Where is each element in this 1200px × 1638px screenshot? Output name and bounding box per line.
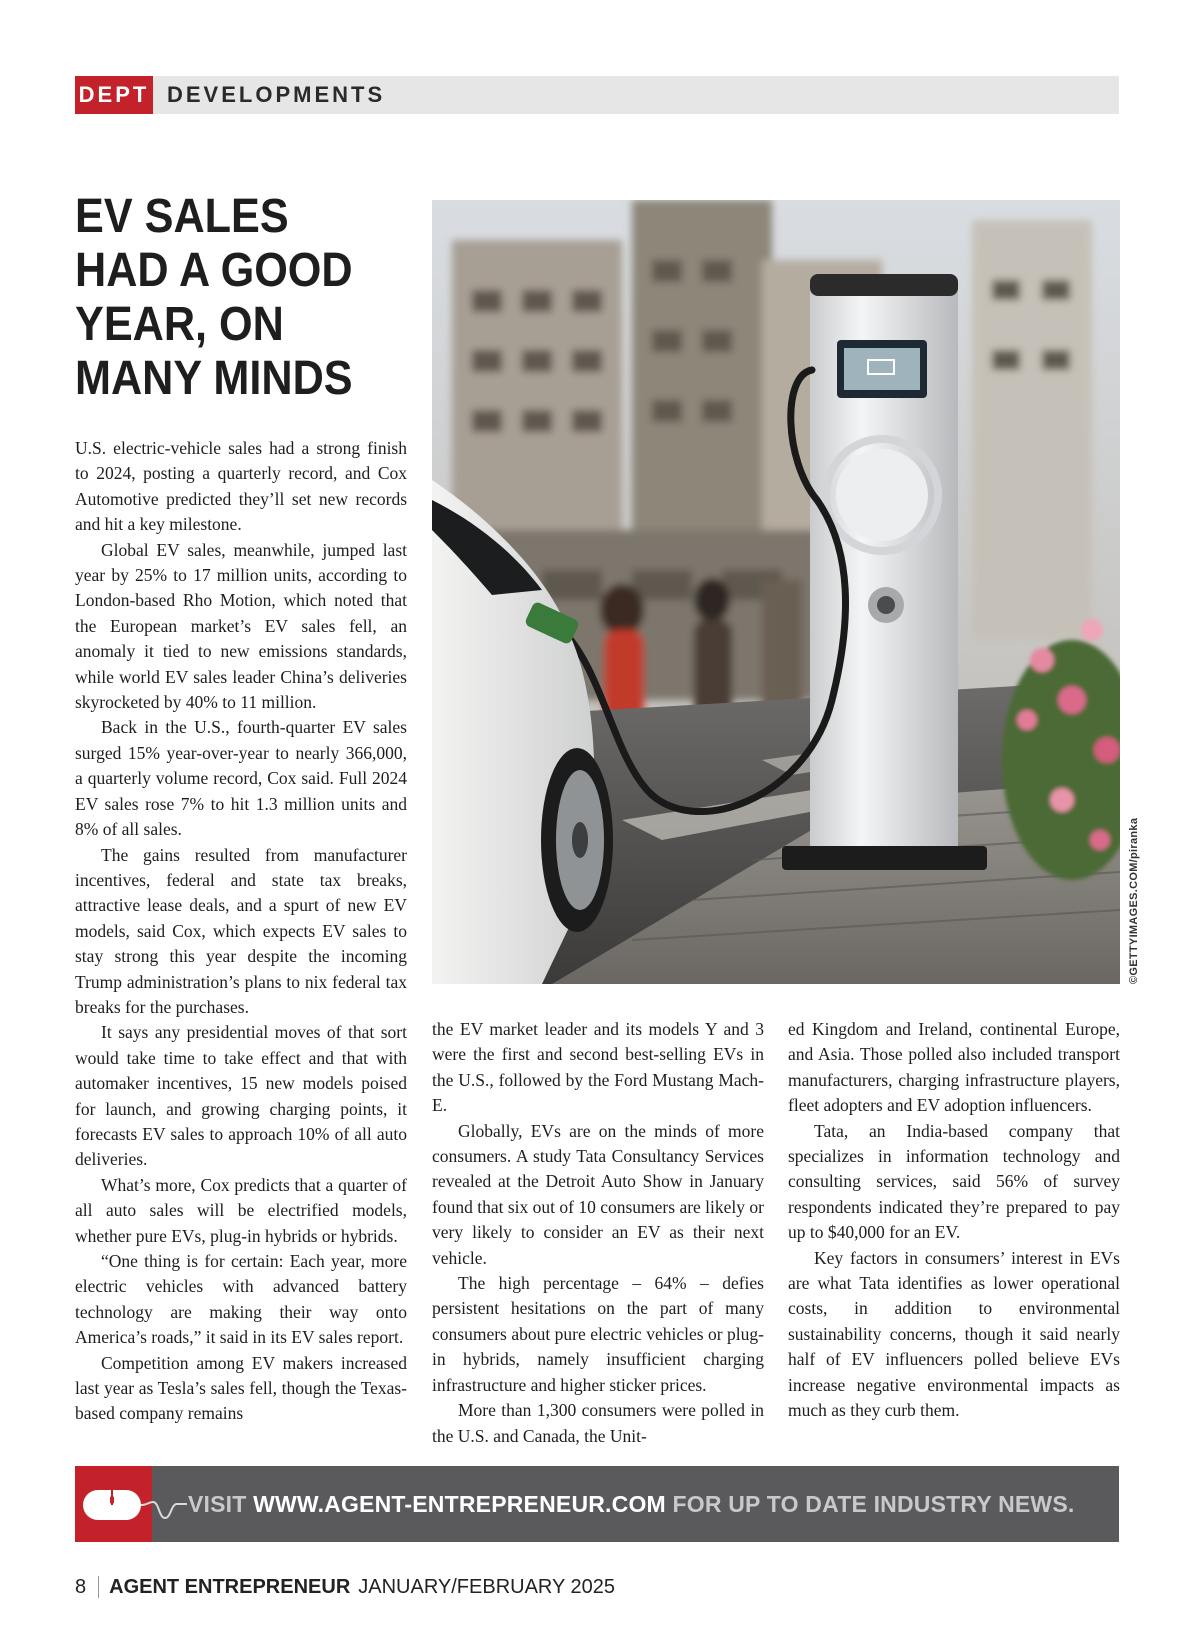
- paragraph: U.S. electric-vehicle sales had a strong finish to 2024, posting a quarterly record, and Cox Automotive predicted they’ll set new records and hit a key milestone.: [75, 438, 407, 535]
- paragraph: The gains resulted from manufacturer incentives, federal and state tax breaks, attractive lease deals, and a spurt of new EV models, said Cox, which expects EV sales to stay strong this year despite the incoming Trump administration’s plans to nix federal tax breaks for the purchases.: [75, 844, 407, 1017]
- paragraph: ed Kingdom and Ireland, continental Europe, and Asia. Those polled also included transport manufacturers, charging infrastructure players, fleet adopters and EV adoption influencers.: [788, 1019, 1120, 1116]
- section-name: DEVELOPMENTS: [167, 82, 386, 107]
- issue-date: JANUARY/FEBRUARY 2025: [358, 1575, 616, 1598]
- paragraph: the EV market leader and its models Y and 3 were the first and second best-selling EVs in the U.S., followed by the Ford Mustang Mach-E.: [432, 1019, 764, 1116]
- paragraph: Tata, an India-based company that specializes in information technology and consulting services, said 56% of survey respondents indicated they’re prepared to pay up to $40,000 for an EV.: [788, 1120, 1120, 1243]
- paragraph: Globally, EVs are on the minds of more consumers. A study Tata Consultancy Services revealed at the Detroit Auto Show in January found that six out of 10 consumers are likely or very likely to consider an EV as their next vehicle.: [432, 1120, 764, 1268]
- article-column-3: [788, 1017, 1120, 1424]
- paragraph: Back in the U.S., fourth-quarter EV sales surged 15% year-over-year to nearly 366,000, a quarterly volume record, Cox said. Full 2024 EV sales rose 7% to hit 1.3 million units and 8% of all sales.: [75, 717, 407, 840]
- magazine-name: AGENT ENTREPRENEUR: [109, 1575, 351, 1598]
- article-column-1: [75, 436, 407, 1427]
- paragraph: Global EV sales, meanwhile, jumped last year by 25% to 17 million units, according to London-based Rho Motion, which noted that the European market’s EV sales fell, an anomaly it tied to new emissions standards, while world EV sales leader China’s deliveries skyrocketed by 40% to 11 million.: [75, 539, 407, 713]
- paragraph: It says any presidential moves of that sort would take time to take effect and that with automaker incentives, 15 new models poised for launch, and growing charging points, it forecasts EV sales to approach 10% of all auto deliveries.: [75, 1022, 407, 1170]
- photo-credit: ©GETTYIMAGES.COM/piranka: [1128, 817, 1140, 984]
- paragraph: “One thing is for certain: Each year, more electric vehicles with advanced battery technology are making their way onto America’s roads,” it said in its EV sales report.: [75, 1251, 407, 1348]
- paragraph: The high percentage – 64% – defies persistent hesitations on the part of many consumers about pure electric vehicles or plug-in hybrids, namely insufficient charging infrastructure and higher sticker prices.: [432, 1273, 764, 1395]
- article-column-2: [432, 1017, 764, 1449]
- banner-message: [188, 1466, 1074, 1542]
- banner-suffix: FOR UP TO DATE INDUSTRY NEWS.: [665, 1490, 1075, 1517]
- paragraph: Competition among EV makers increased last year as Tesla’s sales fell, though the Texas-based company remains: [75, 1352, 407, 1424]
- page-footer: [75, 1572, 615, 1602]
- paragraph: Key factors in consumers’ interest in EVs are what Tata identifies as lower operational costs, in addition to environmental sustainability concerns, though it said nearly half of EV influencers polled believe EVs increase negative environmental impacts as much as they curb them.: [788, 1247, 1120, 1421]
- banner-prefix: VISIT: [188, 1490, 254, 1517]
- paragraph: More than 1,300 consumers were polled in the U.S. and Canada, the Unit-: [432, 1400, 764, 1446]
- paragraph: What’s more, Cox predicts that a quarter of all auto sales will be electrified models, whether pure EVs, plug-in hybrids or hybrids.: [75, 1174, 407, 1246]
- page-number: 8: [75, 1575, 87, 1598]
- article-headline: EV SALES HAD A GOOD YEAR, ON MANY MINDS: [75, 190, 353, 405]
- ev-charging-station-illustration: [432, 200, 1120, 984]
- dept-label: DEPT: [75, 76, 153, 114]
- divider: [98, 1576, 99, 1598]
- ev-charging-photo: [432, 200, 1120, 984]
- website-link[interactable]: WWW.AGENT-ENTREPRENEUR.COM: [253, 1490, 666, 1517]
